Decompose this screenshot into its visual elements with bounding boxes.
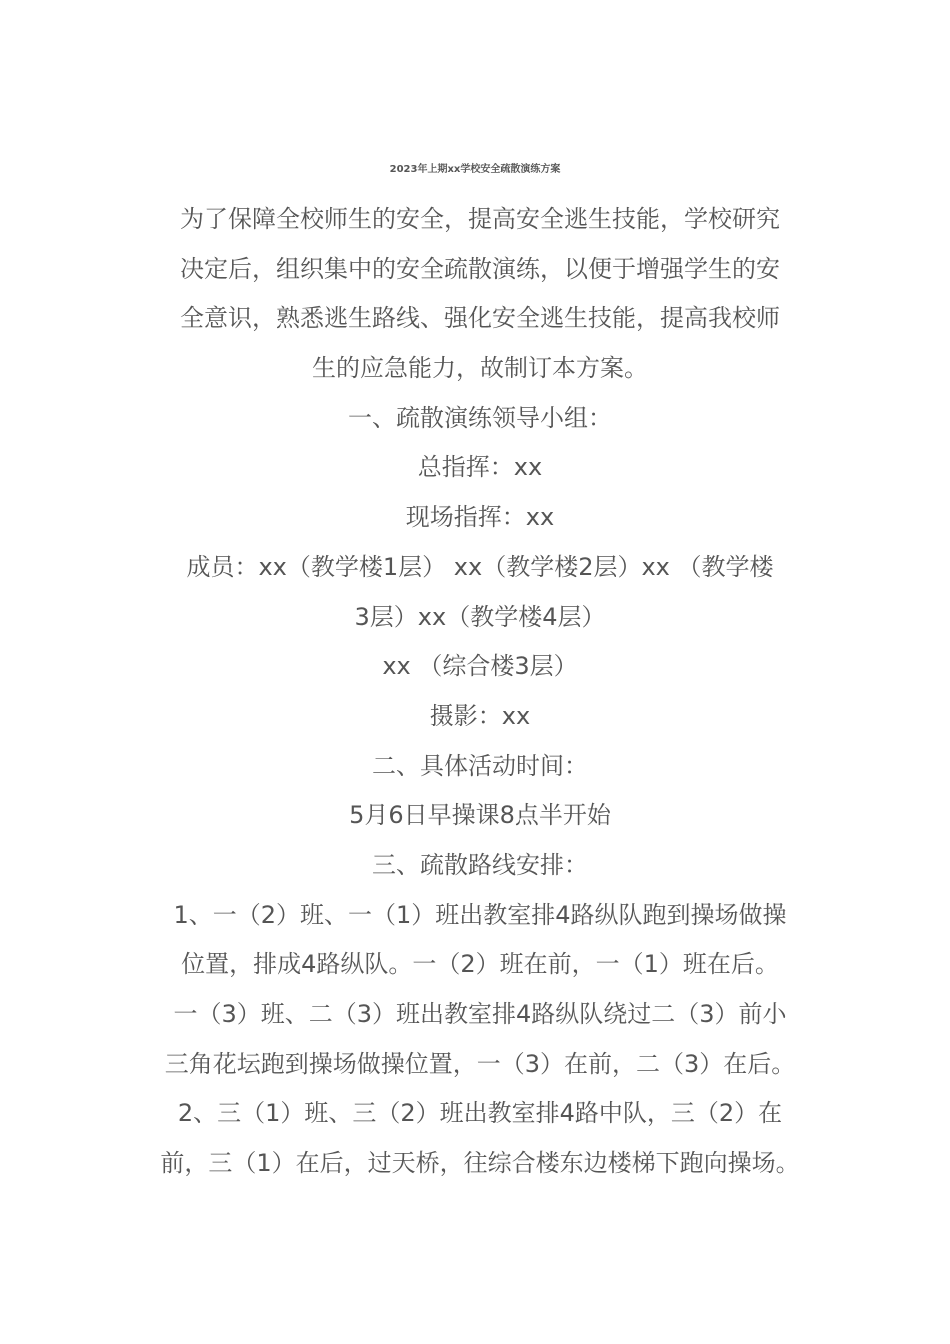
intro-line-4: 生的应急能力，故制订本方案。: [312, 354, 648, 383]
section-heading-time: 二、具体活动时间：: [372, 751, 588, 780]
document-body: [140, 195, 820, 1189]
document-title: 2023年上期xx学校安全疏散演练方案: [389, 164, 561, 175]
route-line-4: 三角花坛跑到操场做操位置，一（3）在前，二（3）在后。: [164, 1049, 796, 1078]
commander-line: 总指挥：xx: [417, 453, 543, 482]
route-line-5: 2、三（1）班、三（2）班出教室排4路中队，三（2）在: [177, 1099, 783, 1128]
section-heading-leadership: 一、疏散演练领导小组：: [348, 403, 612, 432]
time-line: 5月6日早操课8点半开始: [349, 801, 611, 830]
site-commander-line: 现场指挥：xx: [405, 503, 555, 532]
members-line-3: xx （综合楼3层）: [382, 652, 578, 681]
route-line-1: 1、一（2）班、一（1）班出教室排4路纵队跑到操场做操: [173, 900, 787, 929]
route-line-6: 前，三（1）在后，过天桥，往综合楼东边楼梯下跑向操场。: [160, 1149, 800, 1178]
route-line-2: 位置，排成4路纵队。一（2）班在前，一（1）班在后。: [181, 950, 779, 979]
section-heading-routes: 三、疏散路线安排：: [372, 850, 588, 879]
intro-line-1: 为了保障全校师生的安全，提高安全逃生技能，学校研究: [180, 205, 780, 233]
intro-line-3: 全意识，熟悉逃生路线、强化安全逃生技能，提高我校师: [180, 304, 780, 333]
route-line-3: 一（3）班、二（3）班出教室排4路纵队绕过二（3）前小: [173, 1000, 787, 1028]
photography-line: 摄影：xx: [429, 701, 531, 730]
members-line-1: 成员：xx（教学楼1层） xx（教学楼2层）xx （教学楼: [186, 552, 774, 581]
members-line-2: 3层）xx（教学楼4层）: [354, 602, 606, 631]
intro-line-2: 决定后，组织集中的安全疏散演练，以便于增强学生的安: [180, 254, 780, 283]
